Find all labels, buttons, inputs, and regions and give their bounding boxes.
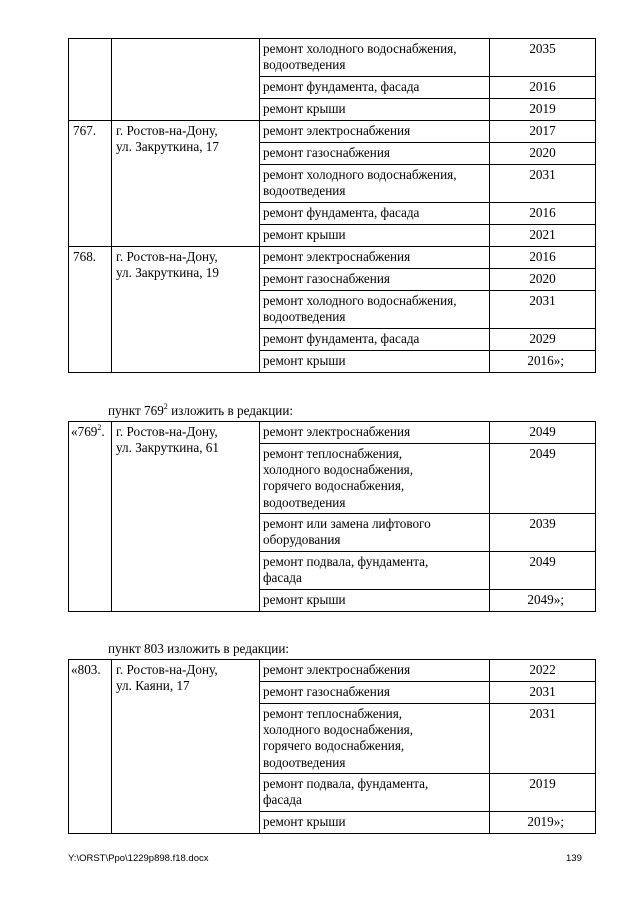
work-year: 2016 bbox=[490, 77, 596, 99]
work-year: 2035 bbox=[490, 39, 596, 77]
work-type: ремонт холодного водоснабжения, водоотведения bbox=[260, 39, 490, 77]
address-city: г. Ростов-на-Дону, bbox=[116, 249, 218, 264]
address-cell bbox=[112, 247, 260, 373]
work-type: ремонт газоснабжения bbox=[260, 143, 490, 165]
work-year: 2020 bbox=[490, 143, 596, 165]
work-type: ремонт электроснабжения bbox=[260, 422, 490, 444]
work-year: 2029 bbox=[490, 329, 596, 351]
row-number: «803. bbox=[69, 660, 112, 834]
work-type: ремонт теплоснабжения, холодного водоснабжения, горячего водоснабжения, водоотведения bbox=[260, 704, 490, 774]
work-year: 2031 bbox=[490, 165, 596, 203]
work-type: ремонт фундамента, фасада bbox=[260, 203, 490, 225]
repair-table-769 bbox=[68, 421, 596, 612]
address-street: ул. Закруткина, 17 bbox=[116, 139, 219, 155]
table-row bbox=[69, 39, 596, 77]
work-type: ремонт электроснабжения bbox=[260, 247, 490, 269]
work-type: ремонт теплоснабжения, холодного водоснабжения, горячего водоснабжения, водоотведения bbox=[260, 444, 490, 514]
address-city: г. Ростов-на-Дону, bbox=[116, 662, 218, 677]
work-type: ремонт крыши bbox=[260, 99, 490, 121]
work-type: ремонт крыши bbox=[260, 351, 490, 373]
address-city: г. Ростов-на-Дону, bbox=[116, 123, 218, 138]
work-type: ремонт электроснабжения bbox=[260, 660, 490, 682]
lead-superscript: 2 bbox=[163, 402, 168, 411]
row-number-text: «769 bbox=[71, 424, 98, 439]
address-cell bbox=[112, 660, 260, 834]
work-type: ремонт фундамента, фасада bbox=[260, 77, 490, 99]
address-cell bbox=[112, 422, 260, 612]
lead-text-tail: изложить в редакции: bbox=[167, 403, 294, 418]
work-year: 2049 bbox=[490, 552, 596, 590]
table-row bbox=[69, 121, 596, 143]
address-street: ул. Каяни, 17 bbox=[116, 678, 190, 694]
work-year: 2039 bbox=[490, 514, 596, 552]
work-year: 2031 bbox=[490, 704, 596, 774]
address-cell bbox=[112, 121, 260, 247]
work-type: ремонт крыши bbox=[260, 812, 490, 834]
row-number-superscript: 2 bbox=[97, 423, 102, 432]
work-type: ремонт электроснабжения bbox=[260, 121, 490, 143]
address-cell bbox=[112, 39, 260, 121]
work-year: 2019»; bbox=[490, 812, 596, 834]
work-type: ремонт крыши bbox=[260, 590, 490, 612]
work-type: ремонт газоснабжения bbox=[260, 269, 490, 291]
address-street: ул. Закруткина, 61 bbox=[116, 440, 219, 456]
work-type: ремонт или замена лифтового оборудования bbox=[260, 514, 490, 552]
work-type: ремонт фундамента, фасада bbox=[260, 329, 490, 351]
address-city: г. Ростов-на-Дону, bbox=[116, 424, 218, 439]
work-year: 2049 bbox=[490, 422, 596, 444]
work-year: 2049 bbox=[490, 444, 596, 514]
work-year: 2049»; bbox=[490, 590, 596, 612]
work-year: 2017 bbox=[490, 121, 596, 143]
address-street: ул. Закруткина, 19 bbox=[116, 265, 219, 281]
table-row bbox=[69, 247, 596, 269]
amendment-lead-803: пункт 803 изложить в редакции: bbox=[108, 641, 290, 656]
lead-text: пункт 769 bbox=[108, 403, 164, 418]
work-year: 2019 bbox=[490, 774, 596, 812]
row-number: 768. bbox=[69, 247, 112, 373]
row-number-dot: . bbox=[101, 424, 105, 439]
row-number: 767. bbox=[69, 121, 112, 247]
work-year: 2031 bbox=[490, 291, 596, 329]
work-year: 2031 bbox=[490, 682, 596, 704]
amendment-lead-769 bbox=[108, 403, 293, 419]
repair-table-top bbox=[68, 38, 596, 373]
work-type: ремонт газоснабжения bbox=[260, 682, 490, 704]
work-year: 2016 bbox=[490, 203, 596, 225]
work-type: ремонт холодного водоснабжения, водоотведения bbox=[260, 165, 490, 203]
row-number bbox=[69, 422, 112, 612]
work-year: 2020 bbox=[490, 269, 596, 291]
work-type: ремонт подвала, фундамента, фасада bbox=[260, 552, 490, 590]
work-type: ремонт подвала, фундамента, фасада bbox=[260, 774, 490, 812]
table-row bbox=[69, 660, 596, 682]
page-number: 139 bbox=[566, 853, 582, 864]
work-year: 2021 bbox=[490, 225, 596, 247]
work-type: ремонт крыши bbox=[260, 225, 490, 247]
repair-table-803 bbox=[68, 659, 596, 834]
work-year: 2016 bbox=[490, 247, 596, 269]
work-year: 2016»; bbox=[490, 351, 596, 373]
work-type: ремонт холодного водоснабжения, водоотведения bbox=[260, 291, 490, 329]
work-year: 2022 bbox=[490, 660, 596, 682]
row-number bbox=[69, 39, 112, 121]
work-year: 2019 bbox=[490, 99, 596, 121]
footer-file-path: Y:\ORST\Ppo\1229p898.f18.docx bbox=[68, 853, 209, 864]
table-row bbox=[69, 422, 596, 444]
